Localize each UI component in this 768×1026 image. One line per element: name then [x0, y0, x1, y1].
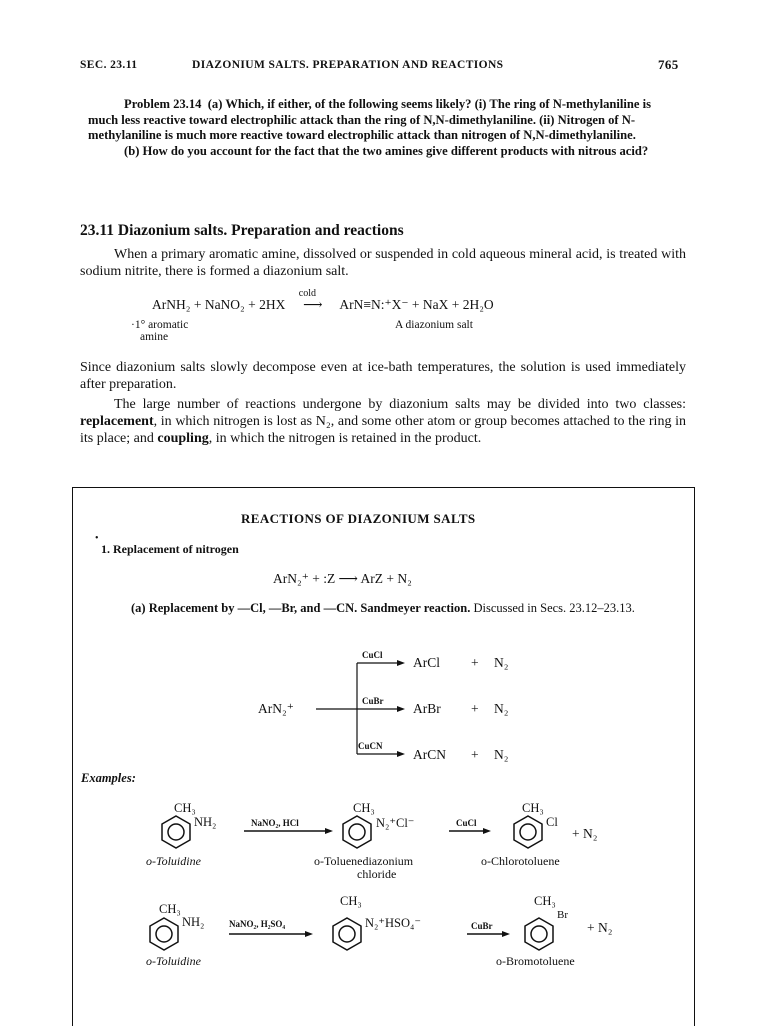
- bullet-mark: •: [95, 533, 99, 544]
- term-replacement: replacement: [80, 413, 154, 429]
- paragraph-decompose: Since diazonium salts slowly decompose even at ice-bath temperatures, the solution is used immediately after preparation.: [80, 360, 686, 392]
- amino-group: NH₂: [182, 915, 205, 929]
- equation-rhs: ArN≡N:⁺X⁻ + NaX + 2H₂O: [339, 297, 494, 312]
- n2-product: N₂: [494, 701, 509, 716]
- sandmeyer-rest: Discussed in Secs. 23.12–23.13.: [470, 601, 635, 615]
- reagent-cucl: CuCl: [456, 818, 477, 828]
- equation-condition: cold: [298, 288, 316, 299]
- reagent-nano2-h2so4: NaNO₂, H₂SO₄: [229, 919, 286, 929]
- diazonium-group: N₂⁺HSO₄⁻: [365, 916, 421, 930]
- page-number: 765: [658, 57, 679, 72]
- product-arcl: ArCl: [413, 655, 440, 670]
- running-head-section: SEC. 23.11: [80, 59, 138, 71]
- name-chloride: chloride: [357, 867, 397, 881]
- chloro-group: Cl: [546, 815, 558, 829]
- benzene-ring: [162, 816, 190, 848]
- replacement-heading: 1. Replacement of nitrogen: [101, 542, 239, 556]
- problem-part-a-text: (a) Which, if either, of the following seems likely? (i) The ring of N-methylaniline is much less reactive toward electrophilic attack than the ring of N,N-dimethylaniline. (ii) Nitrogen of N-methylaniline is much more reactive toward electrophilic attack than nitrogen of N,N-dimethylaniline.: [88, 97, 652, 143]
- amine-label-line2: amine: [140, 331, 169, 343]
- benzene-ring: [343, 816, 371, 848]
- term-coupling: coupling: [157, 430, 209, 446]
- n2-byproduct: + N₂: [587, 920, 613, 935]
- product-arbr: ArBr: [413, 701, 441, 716]
- methyl-group: CH₃: [159, 902, 181, 916]
- methyl-group: CH₃: [174, 801, 196, 815]
- name-o-toluidine: o-Toluidine: [146, 954, 201, 968]
- equation-lhs: ArNH₂ + NaNO₂ + 2HX: [152, 297, 286, 312]
- section-heading: 23.11 Diazonium salts. Preparation and reactions: [80, 222, 404, 239]
- plus-sign: +: [471, 655, 479, 670]
- bromo-group: Br: [557, 909, 568, 921]
- benzene-ring: [333, 918, 361, 950]
- name-o-bromotoluene: o-Bromotoluene: [496, 954, 575, 968]
- n2-byproduct: + N₂: [572, 826, 598, 841]
- general-equation: ArN₂⁺ + :Z ⟶ ArZ + N₂: [273, 571, 412, 586]
- methyl-group: CH₃: [340, 894, 362, 908]
- problem-label: Problem 23.14: [124, 97, 202, 111]
- running-head-title: DIAZONIUM SALTS. PREPARATION AND REACTIONS: [192, 59, 504, 71]
- methyl-group: CH₃: [534, 894, 556, 908]
- benzene-ring: [525, 918, 553, 950]
- amine-label: ·1° aromatic amine: [131, 319, 189, 343]
- para3-b: , in which nitrogen is lost as N₂, and some other atom or group becomes attached to the ring in its place; and: [80, 413, 686, 446]
- reagent-cucn: CuCN: [358, 741, 383, 751]
- amine-label-line1: 1° aromatic: [134, 319, 189, 331]
- benzene-ring: [150, 918, 178, 950]
- name-o-toluenediazonium: o-Toluenediazonium: [314, 854, 414, 868]
- n2-product: N₂: [494, 747, 509, 762]
- para3-c: , in which the nitrogen is retained in the product.: [208, 430, 482, 446]
- product-arcn: ArCN: [413, 747, 446, 762]
- reagent-nano2-hcl: NaNO₂, HCl: [251, 818, 299, 828]
- reagent-cucl: CuCl: [362, 650, 383, 660]
- reagent-cubr: CuBr: [362, 696, 384, 706]
- benzene-ring: [514, 816, 542, 848]
- diazonium-group: N₂⁺Cl⁻: [376, 816, 415, 830]
- para3-a: The large number of reactions undergone by diazonium salts may be divided into two classes:: [114, 397, 686, 412]
- paragraph-intro: When a primary aromatic amine, dissolved or suspended in cold aqueous mineral acid, is treated with sodium nitrite, there is formed a diazonium salt.: [80, 247, 686, 279]
- methyl-group: CH₃: [522, 801, 544, 815]
- amino-group: NH₂: [194, 815, 217, 829]
- examples-label: Examples:: [81, 771, 136, 785]
- n2-product: N₂: [494, 655, 509, 670]
- plus-sign: +: [471, 701, 479, 716]
- plus-sign: +: [471, 747, 479, 762]
- reagent-cubr: CuBr: [471, 921, 493, 931]
- name-o-chlorotoluene: o-Chlorotoluene: [481, 854, 560, 868]
- sandmeyer-bold: (a) Replacement by —Cl, —Br, and —CN. Sandmeyer reaction.: [131, 601, 471, 615]
- salt-label: A diazonium salt: [395, 319, 473, 331]
- box-title: REACTIONS OF DIAZONIUM SALTS: [241, 511, 476, 526]
- name-o-toluidine: o-Toluidine: [146, 854, 201, 868]
- methyl-group: CH₃: [353, 801, 375, 815]
- reaction-arrow: cold ⟶: [298, 288, 323, 312]
- problem-part-b: (b) How do you account for the fact that the two amines give different products with nitrous acid?: [124, 143, 649, 158]
- branch-start: ArN₂⁺: [258, 701, 294, 716]
